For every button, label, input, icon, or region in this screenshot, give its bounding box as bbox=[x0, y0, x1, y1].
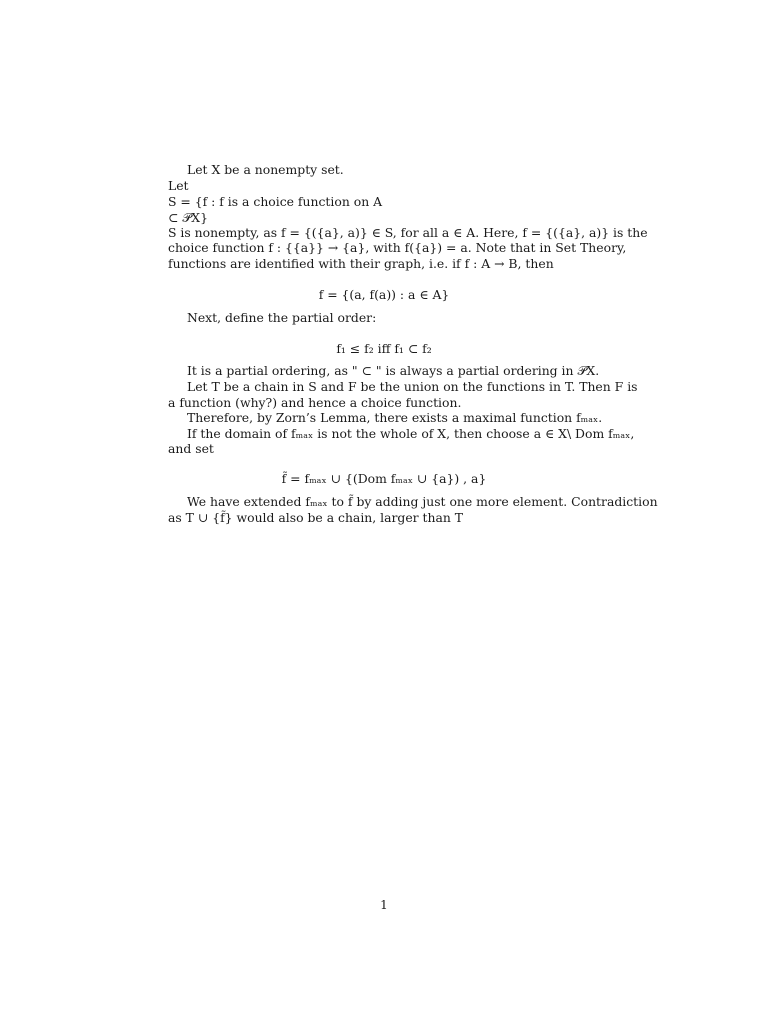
text-line: If the domain of fₘₐₓ is not the whole of X, then choose a ∈ X\ Dom fₘₐₓ, bbox=[187, 426, 635, 441]
text-line: choice function f : {{a}} → {a}, with f({a}) = a. Note that in Set Theory, bbox=[168, 240, 627, 255]
text-line: Let bbox=[168, 178, 189, 193]
text-line: a function (why?) and hence a choice function. bbox=[168, 395, 462, 410]
text-line: functions are identified with their graph, i.e. if f : A → B, then bbox=[168, 256, 554, 271]
text-line: Therefore, by Zorn’s Lemma, there exists a maximal function fₘₐₓ. bbox=[187, 410, 603, 425]
display-equation: f̃ = fₘₐₓ ∪ {(Dom fₘₐₓ ∪ {a}) , a} bbox=[281, 471, 487, 486]
display-equation: f₁ ≤ f₂ iff f₁ ⊂ f₂ bbox=[336, 341, 432, 356]
text-line: It is a partial ordering, as " ⊂ " is always a partial ordering in 𝒫X. bbox=[187, 363, 600, 378]
display-equation: f = {(a, f(a)) : a ∈ A} bbox=[318, 287, 450, 302]
text-line: Let T be a chain in S and F be the union on the functions in T. Then F is bbox=[187, 379, 638, 394]
page-number: 1 bbox=[380, 898, 388, 912]
text-line: as T ∪ {f̃} would also be a chain, larger than T bbox=[168, 510, 464, 525]
text-line: S = {f : f is a choice function on A bbox=[168, 194, 383, 209]
text-line: Let X be a nonempty set. bbox=[187, 162, 344, 177]
text-line: Next, define the partial order: bbox=[187, 310, 377, 325]
text-line: We have extended fₘₐₓ to f̃ by adding just one more element. Contradiction bbox=[187, 494, 658, 509]
text-line: and set bbox=[168, 441, 214, 456]
text-line: S is nonempty, as f = {({a}, a)} ∈ S, for all a ∈ A. Here, f = {({a}, a)} is the bbox=[168, 225, 648, 240]
text-line: ⊂ 𝒫X} bbox=[168, 210, 208, 225]
